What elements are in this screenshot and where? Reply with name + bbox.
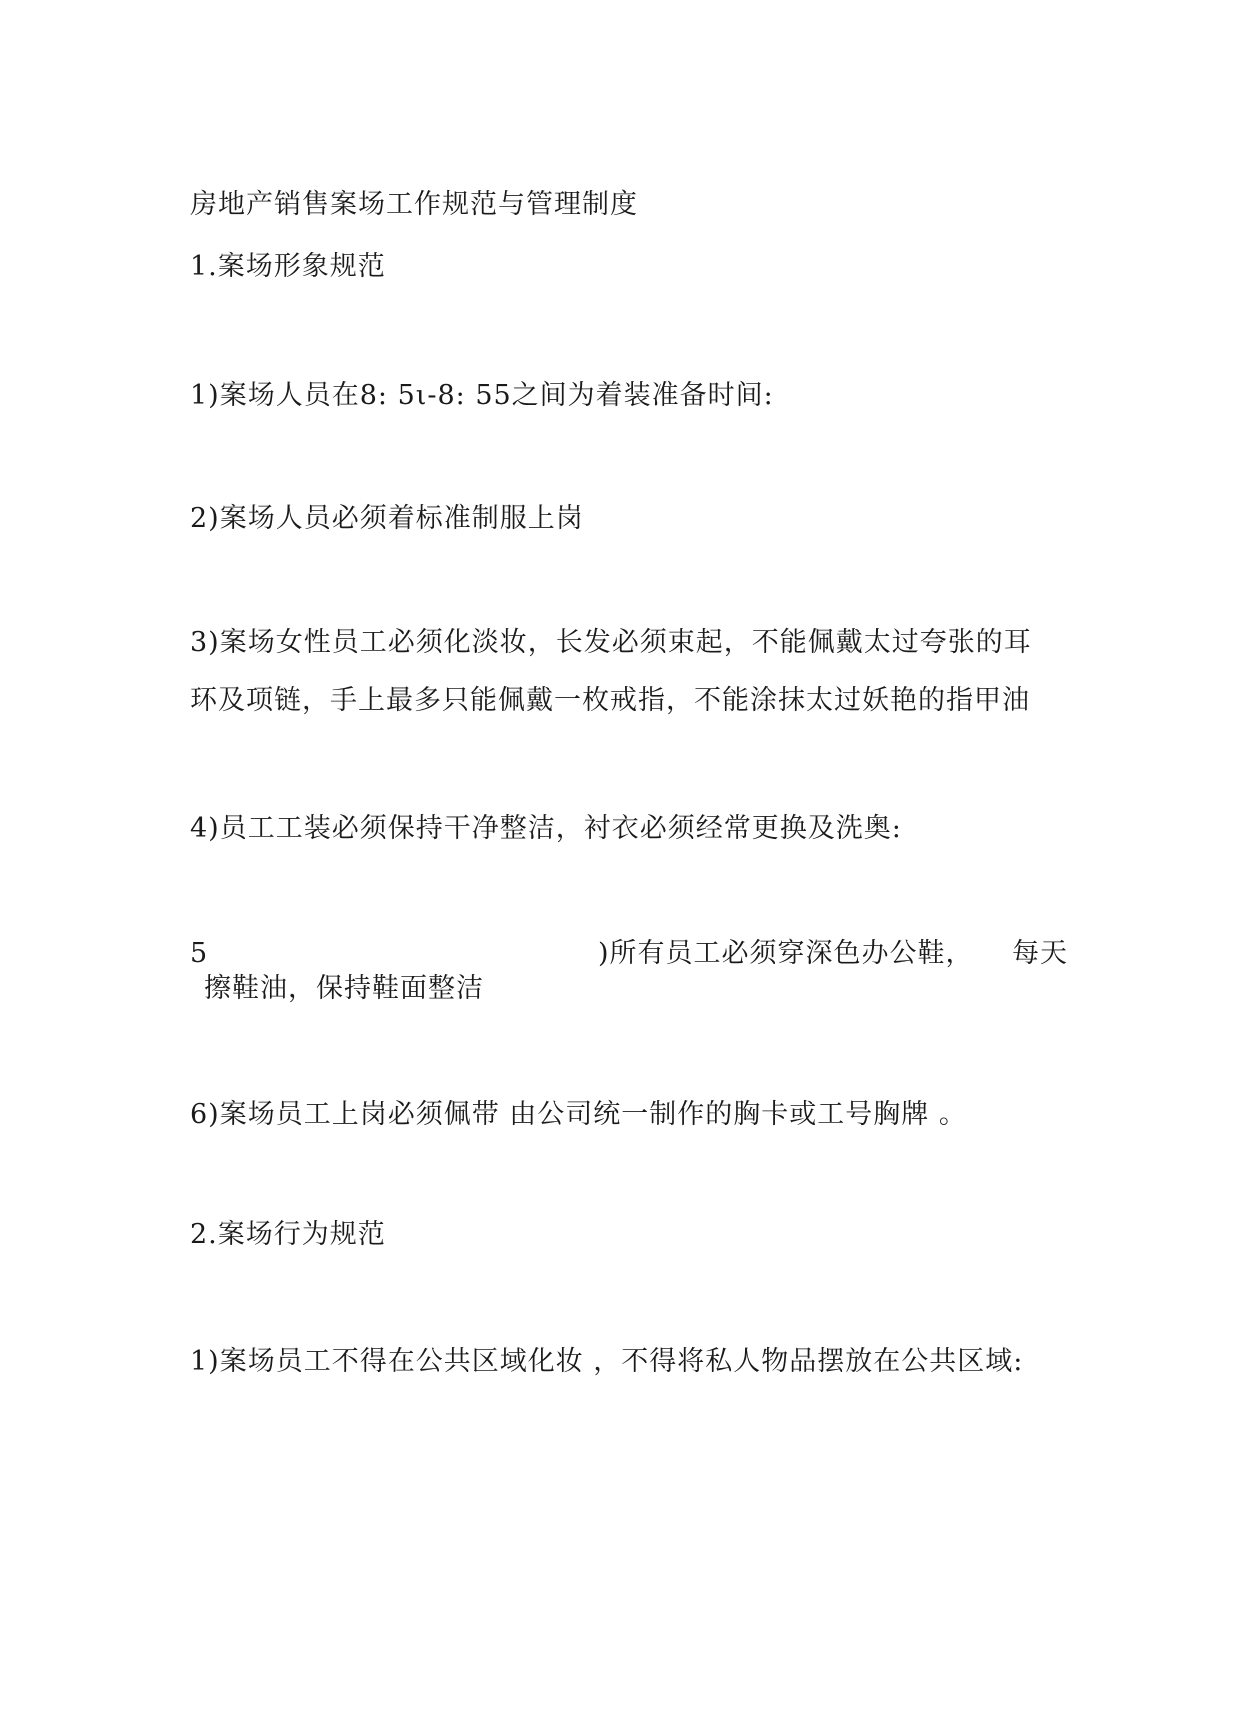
paragraph-item-5-end: 每天	[1012, 938, 1068, 969]
paragraph-item-2: 2)案场人员必须着标准制服上岗	[190, 503, 584, 534]
paragraph-item-3-line-2: 环及项链，手上最多只能佩戴一枚戒指，不能涂抹太过妖艳的指甲油	[190, 685, 1030, 716]
section-heading-image: 1.案场形象规范	[190, 251, 386, 282]
paragraph-item-6: 6)案场员工上岗必须佩带 由公司统一制作的胸卡或工号胸牌 。	[190, 1099, 967, 1130]
section-heading-behavior: 2.案场行为规范	[190, 1219, 386, 1250]
paragraph-item-5-line-2: 擦鞋油，保持鞋面整洁	[204, 973, 484, 1004]
paragraph-item-5-text: )所有员工必须穿深色办公鞋，	[598, 938, 974, 969]
paragraph-item-4: 4)员工工装必须保持干净整洁，衬衣必须经常更换及洗奥:	[190, 813, 902, 844]
document-title: 房地产销售案场工作规范与管理制度	[190, 189, 638, 220]
paragraph-behavior-item-1: 1)案场员工不得在公共区域化妆 ，不得将私人物品摆放在公共区域:	[190, 1346, 1024, 1377]
paragraph-item-1: 1)案场人员在8: 5ι-8: 55之间为着装准备时间:	[190, 380, 774, 411]
paragraph-item-3-line-1: 3)案场女性员工必须化淡妆，长发必须束起，不能佩戴太过夸张的耳	[190, 627, 1032, 658]
paragraph-item-5-number: 5	[190, 938, 209, 969]
